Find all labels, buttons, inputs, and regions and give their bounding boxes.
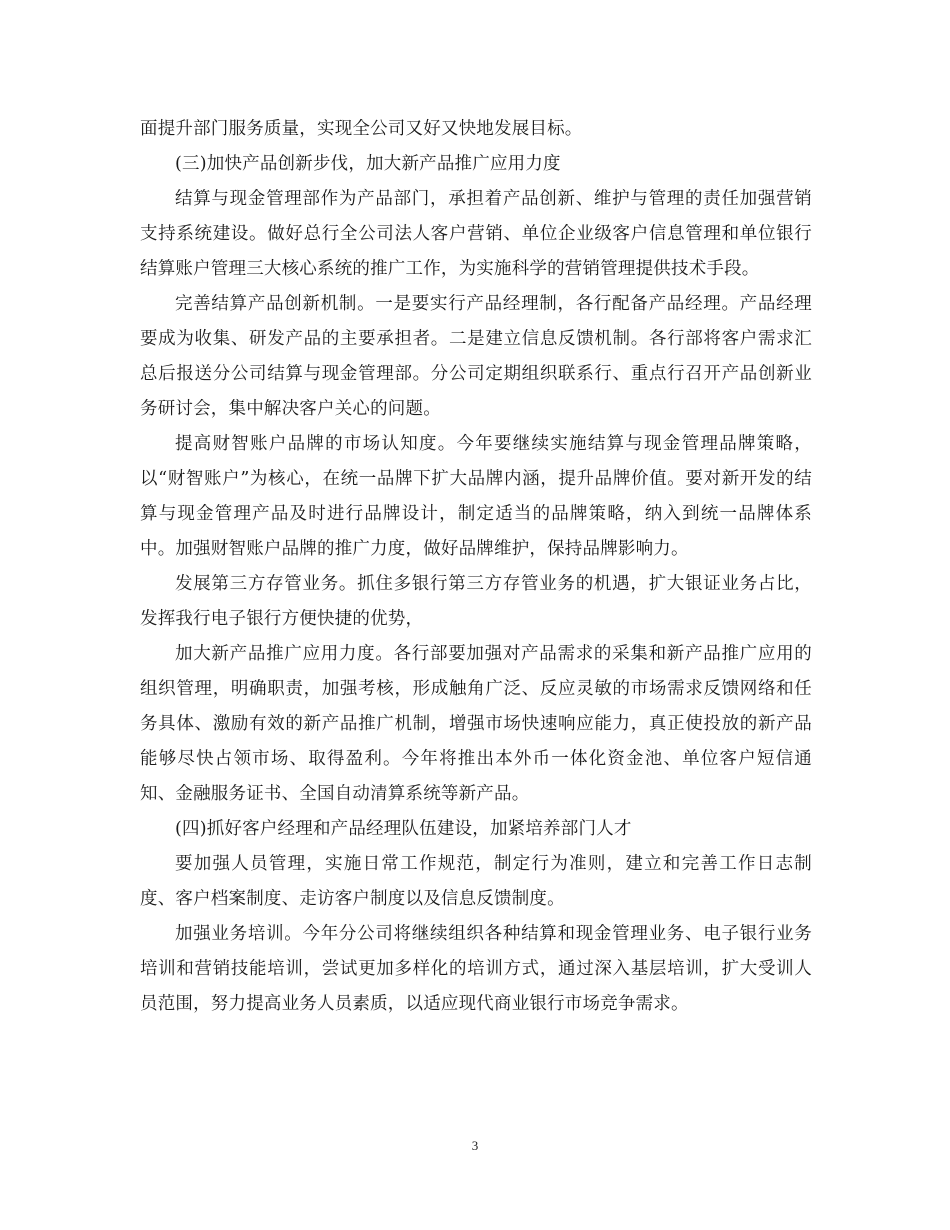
paragraph: 发展第三方存管业务。抓住多银行第三方存管业务的机遇，扩大银证业务占比，发挥我行电子银行方便快捷的优势， [140,574,812,629]
section-heading-4: (四)抓好客户经理和产品经理队伍建设，加紧培养部门人才 [175,819,632,839]
paragraph: 结算与现金管理部作为产品部门，承担着产品创新、维护与管理的责任加强营销支持系统建设。做好总行全公司法人客户营销、单位企业级客户信息管理和单位银行结算账户管理三大核心系统的推广工作，为实施科学的营销管理提供技术手段。 [140,189,812,279]
paragraph: 加大新产品推广应用力度。各行部要加强对产品需求的采集和新产品推广应用的组织管理，明确职责，加强考核，形成触角广泛、反应灵敏的市场需求反馈网络和任务具体、激励有效的新产品推广机制，增强市场快速响应能力，真正使投放的新产品能够尽快占领市场、取得盈利。今年将推出本外币一体化资金池、单位客户短信通知、金融服务证书、全国自动清算系统等新产品。 [140,644,812,804]
paragraph: 面提升部门服务质量，实现全公司又好又快地发展目标。 [140,119,583,139]
paragraph: 提高财智账户品牌的市场认知度。今年要继续实施结算与现金管理品牌策略，以“财智账户”为核心，在统一品牌下扩大品牌内涵，提升品牌价值。要对新开发的结算与现金管理产品及时进行品牌设计，制定适当的品牌策略，纳入到统一品牌体系中。加强财智账户品牌的推广力度，做好品牌维护，保持品牌影响力。 [140,434,812,559]
paragraph: 加强业务培训。今年分公司将继续组织各种结算和现金管理业务、电子银行业务培训和营销技能培训，尝试更加多样化的培训方式，通过深入基层培训，扩大受训人员范围，努力提高业务人员素质，以适应现代商业银行市场竞争需求。 [140,924,812,1014]
paragraph: 要加强人员管理，实施日常工作规范，制定行为准则，建立和完善工作日志制度、客户档案制度、走访客户制度以及信息反馈制度。 [140,854,812,909]
page-number: 3 [471,1138,479,1153]
document-body [140,112,812,1022]
section-heading-3: (三)加快产品创新步伐，加大新产品推广应用力度 [175,154,561,174]
paragraph: 完善结算产品创新机制。一是要实行产品经理制，各行配备产品经理。产品经理要成为收集、研发产品的主要承担者。二是建立信息反馈机制。各行部将客户需求汇总后报送分公司结算与现金管理部。分公司定期组织联系行、重点行召开产品创新业务研讨会，集中解决客户关心的问题。 [140,294,812,419]
